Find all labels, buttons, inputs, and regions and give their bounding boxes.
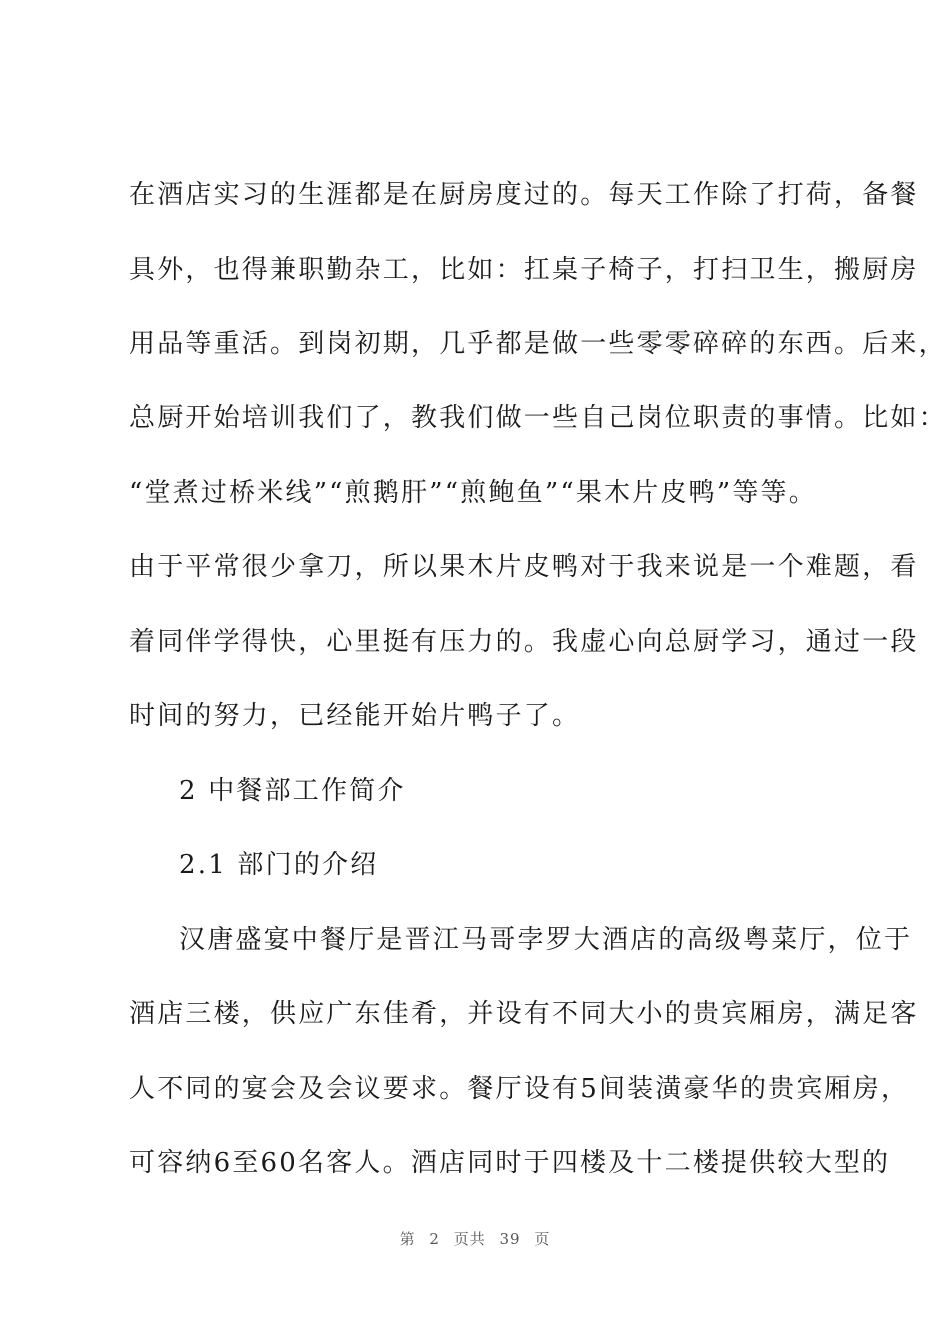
footer-middle: 页共 bbox=[453, 1230, 486, 1248]
subsection-heading: 2.1 部门的介绍 bbox=[179, 850, 379, 880]
footer-prefix: 第 bbox=[399, 1230, 416, 1248]
page-footer bbox=[0, 1228, 950, 1249]
paragraph-line: 时间的努力，已经能开始片鸭子了。 bbox=[129, 701, 581, 731]
paragraph-line: 人不同的宴会及会议要求。餐厅设有5间装潢豪华的贵宾厢房， bbox=[129, 1074, 910, 1104]
footer-current-page: 2 bbox=[429, 1230, 440, 1248]
paragraph-line: 汉唐盛宴中餐厅是晋江马哥孛罗大酒店的高级粤菜厅，位于 bbox=[179, 925, 913, 955]
paragraph-line: 酒店三楼，供应广东佳肴，并设有不同大小的贵宾厢房，满足客 bbox=[129, 999, 919, 1029]
paragraph-line: 由于平常很少拿刀，所以果木片皮鸭对于我来说是一个难题，看 bbox=[129, 552, 919, 582]
section-heading: 2 中餐部工作简介 bbox=[179, 776, 406, 806]
paragraph-line: 着同伴学得快，心里挺有压力的。我虚心向总厨学习，通过一段 bbox=[129, 627, 919, 657]
footer-suffix: 页 bbox=[534, 1230, 551, 1248]
paragraph-line: 在酒店实习的生涯都是在厨房度过的。每天工作除了打荷，备餐 bbox=[129, 180, 919, 210]
footer-total-pages: 39 bbox=[499, 1230, 521, 1248]
paragraph-line: 用品等重活。到岗初期，几乎都是做一些零零碎碎的东西。后来， bbox=[129, 329, 947, 359]
paragraph-line: “堂煮过桥米线”“煎鹅肝”“煎鲍鱼”“果木片皮鸭”等等。 bbox=[129, 478, 817, 508]
paragraph-line: 可容纳6至60名客人。酒店同时于四楼及十二楼提供较大型的 bbox=[129, 1148, 891, 1178]
paragraph-line: 总厨开始培训我们了，教我们做一些自己岗位职责的事情。比如： bbox=[129, 403, 947, 433]
paragraph-line: 具外，也得兼职勤杂工，比如：扛桌子椅子，打扫卫生，搬厨房 bbox=[129, 255, 919, 285]
